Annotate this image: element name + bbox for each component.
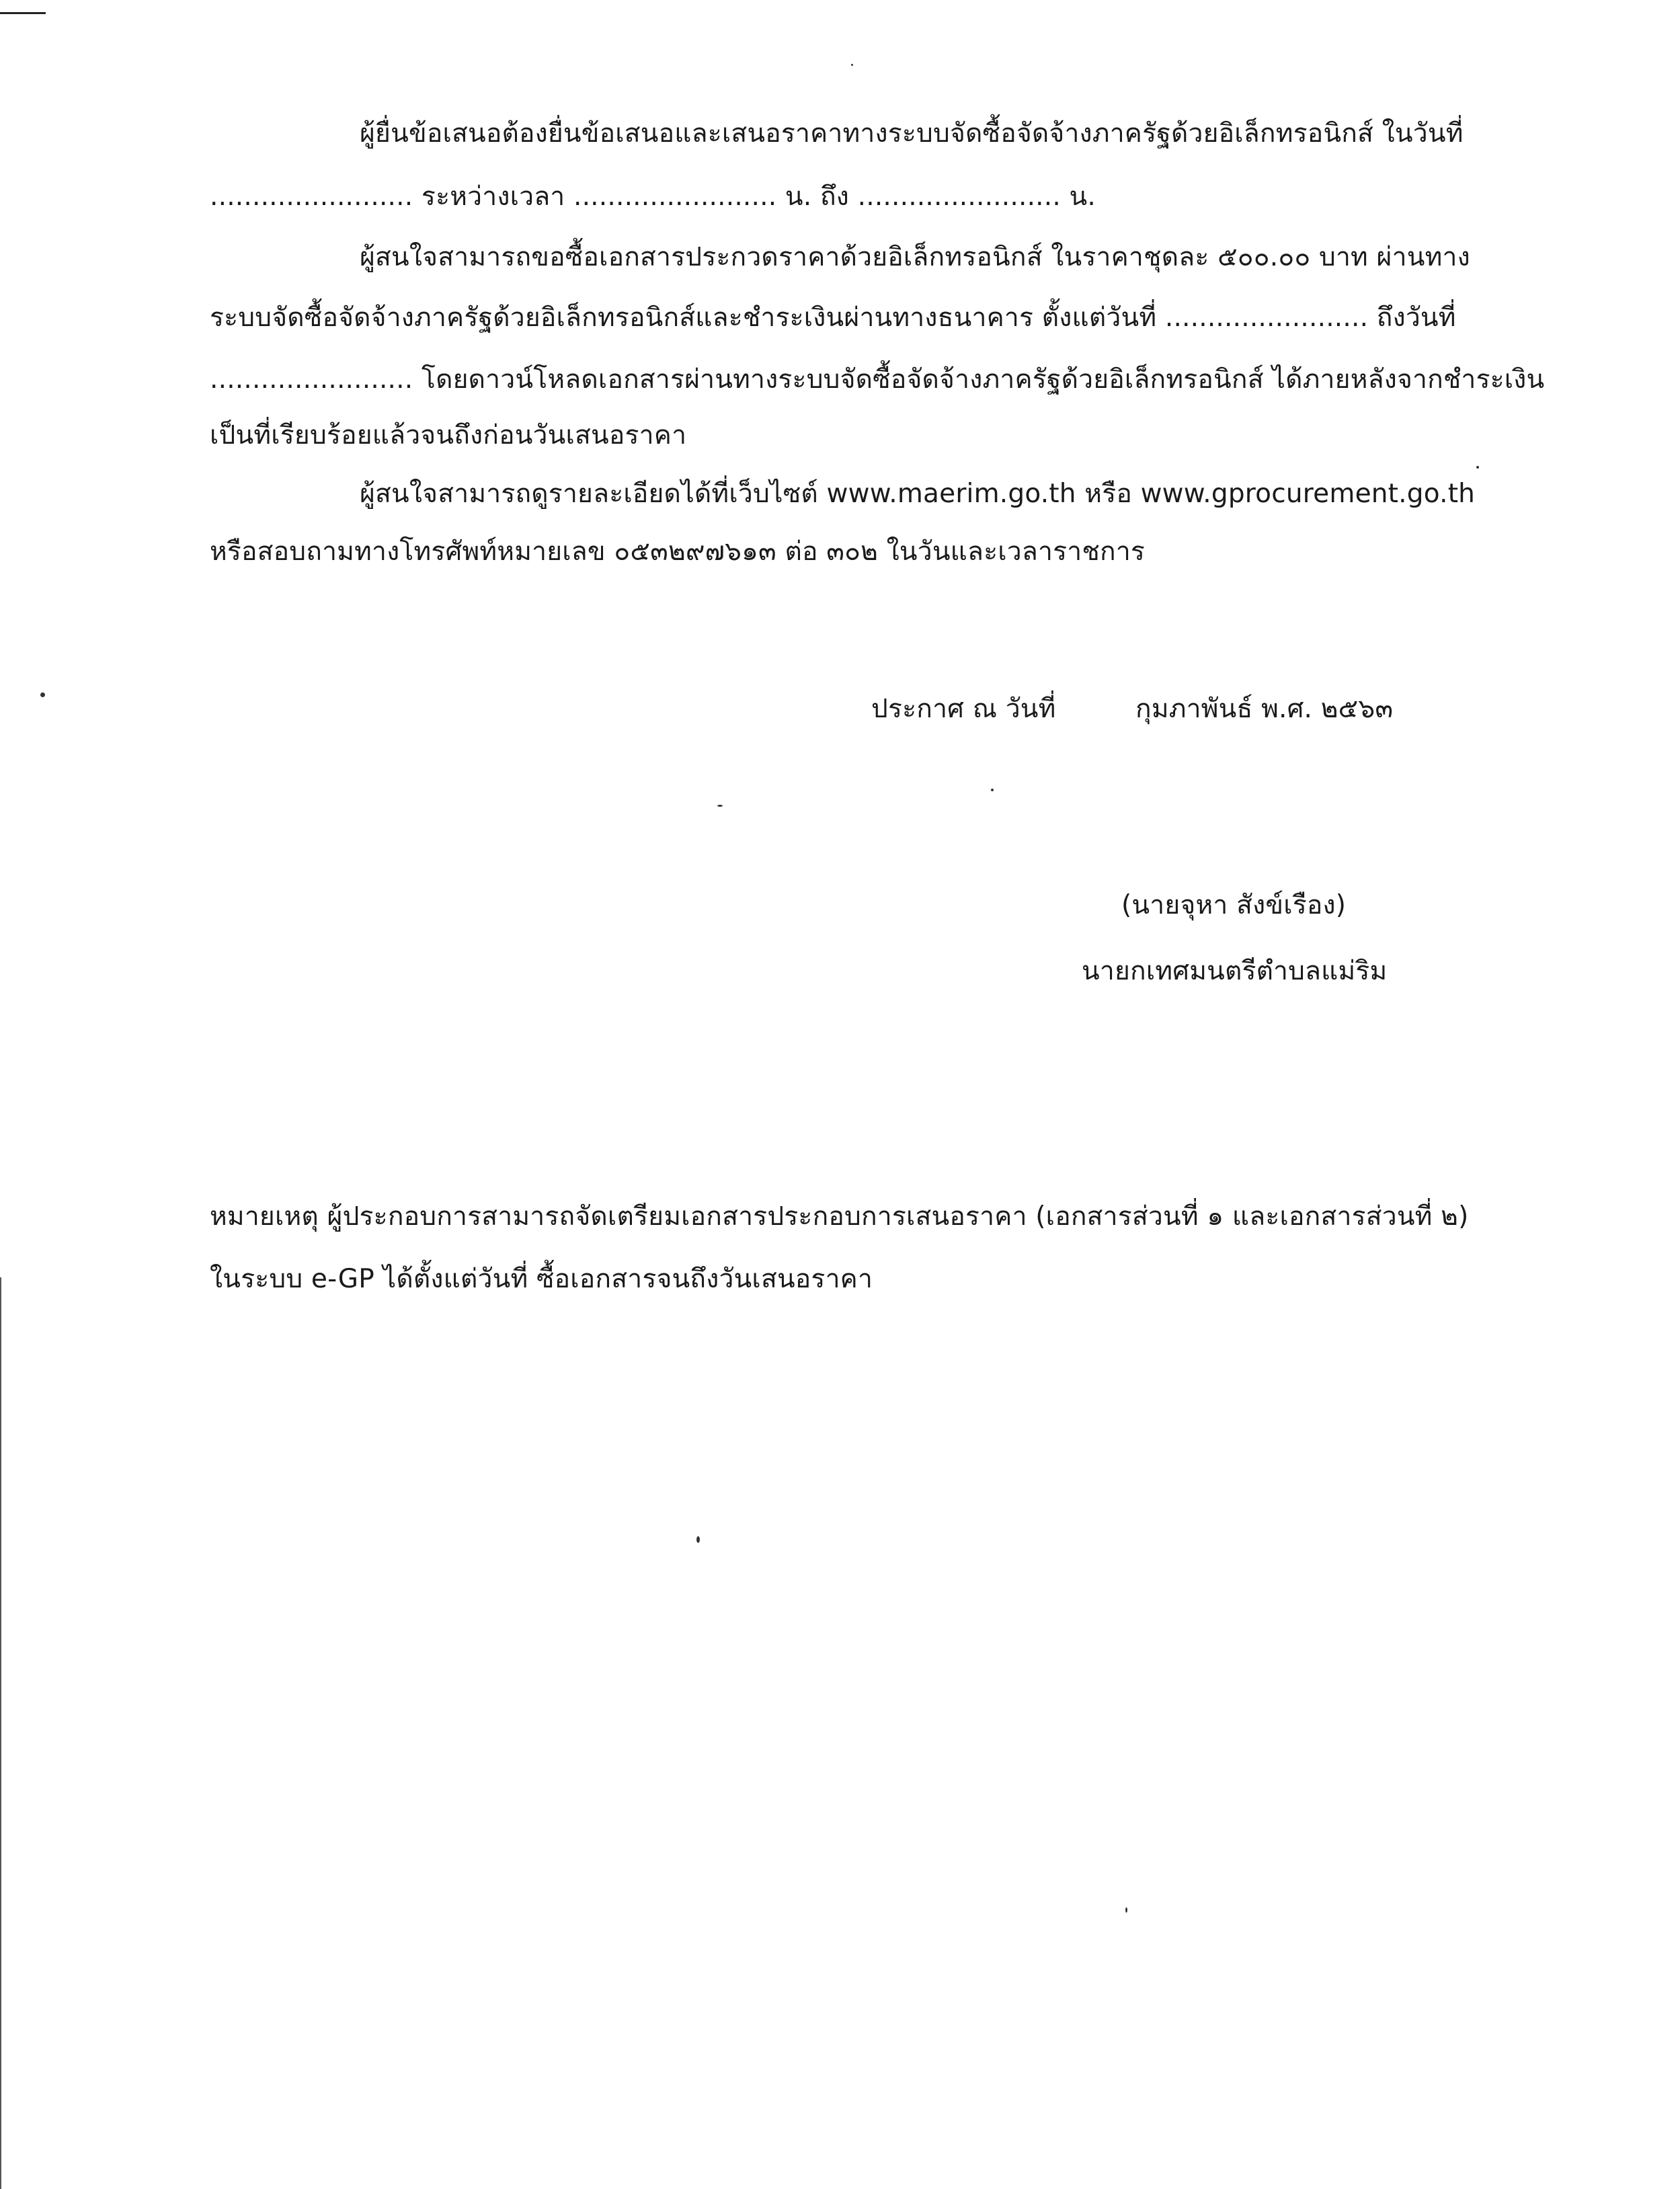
scan-speck — [717, 805, 723, 807]
submission-line-1: ผู้ยื่นข้อเสนอต้องยื่นข้อเสนอและเสนอราคาทางระบบจัดซื้อจัดจ้างภาครัฐด้วยอิเล็กทรอนิกส์ ในวันที่ — [360, 118, 1464, 149]
contact-line-2: หรือสอบถามทางโทรศัพท์หมายเลข ๐๕๓๒๙๗๖๑๓ ต่อ ๓๐๒ ในวันและเวลาราชการ — [210, 536, 1146, 567]
note-line-1: หมายเหตุ ผู้ประกอบการสามารถจัดเตรียมเอกสารประกอบการเสนอราคา (เอกสารส่วนที่ ๑ และเอกสารส่วนที่ ๒) — [210, 1201, 1469, 1232]
signatory-position: นายกเทศมนตรีตำบลแม่ริม — [1082, 956, 1388, 986]
scan-speck — [40, 692, 45, 697]
contact-line-1: ผู้สนใจสามารถดูรายละเอียดได้ที่เว็บไซต์ www.maerim.go.th หรือ www.gprocurement.go.th — [360, 479, 1476, 509]
scan-speck — [1125, 1907, 1127, 1913]
purchase-line-1: ผู้สนใจสามารถขอซื้อเอกสารประกวดราคาด้วยอิเล็กทรอนิกส์ ในราคาชุดละ ๕๐๐.๐๐ บาท ผ่านทาง — [360, 242, 1470, 272]
note-line-2: ในระบบ e-GP ได้ตั้งแต่วันที่ ซื้อเอกสารจนถึงวันเสนอราคา — [210, 1264, 873, 1294]
announcement-label: ประกาศ ณ วันที่ — [871, 694, 1056, 724]
scan-speck — [851, 64, 853, 66]
signatory-name: (นายจุหา สังข์เรือง) — [1121, 890, 1347, 920]
scan-artifact-left-edge — [0, 1277, 1, 2189]
scan-speck — [696, 1536, 700, 1543]
purchase-line-4: เป็นที่เรียบร้อยแล้วจนถึงก่อนวันเสนอราคา — [210, 420, 687, 450]
scan-artifact-top-line — [0, 12, 46, 14]
scan-speck — [1476, 466, 1479, 469]
purchase-line-2: ระบบจัดซื้อจัดจ้างภาครัฐด้วยอิเล็กทรอนิกส์และชำระเงินผ่านทางธนาคาร ตั้งแต่วันที่ ........................ ถึงวันที่ — [210, 303, 1456, 333]
announcement-date: กุมภาพันธ์ พ.ศ. ๒๕๖๓ — [1135, 694, 1394, 724]
scan-speck — [991, 789, 994, 791]
purchase-line-3: ........................ โดยดาวน์โหลดเอกสารผ่านทางระบบจัดซื้อจัดจ้างภาครัฐด้วยอิเล็กทรอนิกส์ ได้ภายหลังจากชำระเงิน — [210, 364, 1545, 395]
submission-line-2: ........................ ระหว่างเวลา ........................ น. ถึง ........................ น. — [210, 182, 1096, 212]
